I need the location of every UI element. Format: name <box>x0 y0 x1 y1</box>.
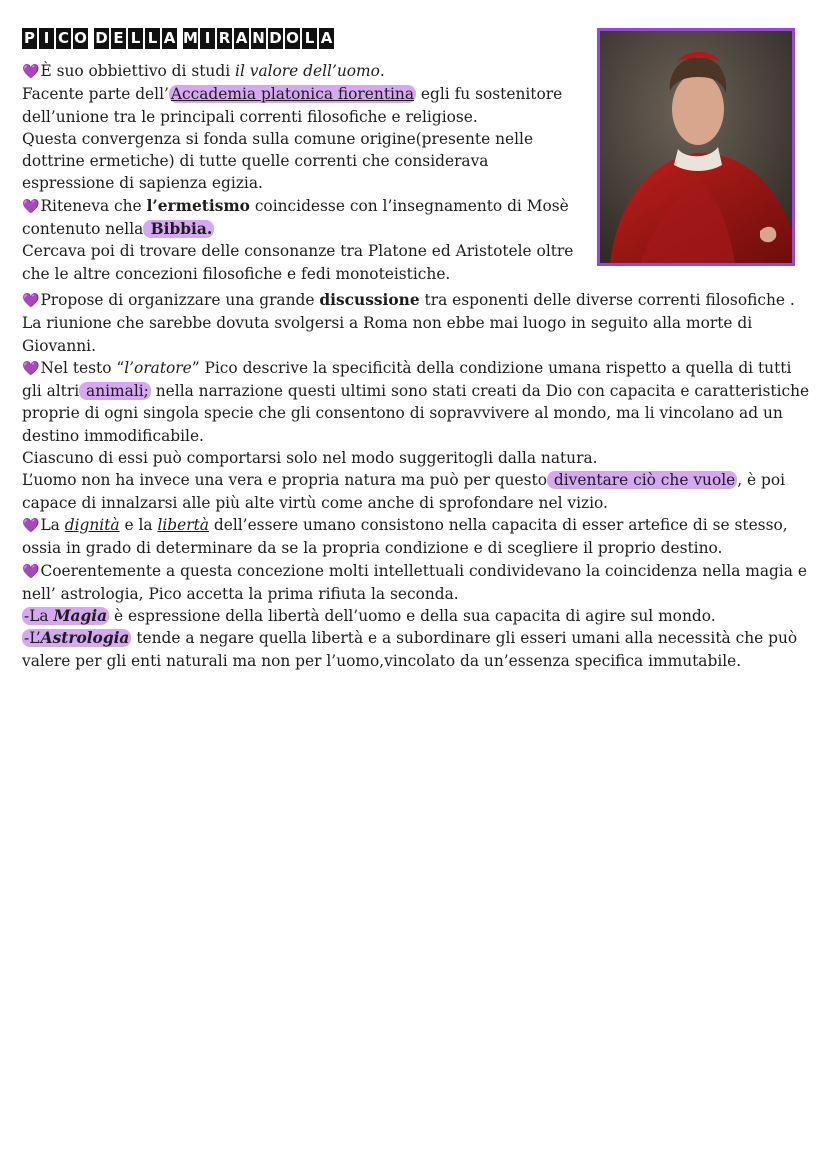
title-word-1 <box>22 28 88 50</box>
title-letter: C <box>57 29 69 47</box>
document-page <box>22 28 812 672</box>
title-word-2 <box>94 28 177 50</box>
title-letter: L <box>128 28 143 49</box>
title-letter: P <box>24 29 35 47</box>
portrait-image <box>597 28 795 266</box>
title-letter: N <box>252 29 265 47</box>
highlight-accademia: Accademia platonica fiorentina <box>170 85 415 104</box>
paragraph-1: 💜È suo obbiettivo di studi il valore dell’uomo. <box>22 62 385 80</box>
title-letter: D <box>95 29 108 47</box>
title-letter: D <box>269 29 282 47</box>
paragraph-5: Cercava poi di trovare delle consonanze tra Platone ed Aristotele oltre che le altre concezioni filosofiche e fedi monoteistiche. <box>22 242 574 283</box>
title-letter: R <box>218 29 231 47</box>
title-letter: E <box>111 28 126 49</box>
paragraph-11: 💜La dignità e la libertà dell’essere umano consistono nella capacita di esser artefice di se stesso, ossia in grado di determinare da se la propria condizione e di scegliere il proprio destino. <box>22 515 788 558</box>
highlight-animali: animali; <box>81 382 149 401</box>
heart-icon: 💜 <box>22 517 40 534</box>
title-letter: L <box>302 28 317 49</box>
paragraph-2: Facente parte dell’ Accademia platonica fiorentina egli fu sostenitore dell’unione tra le principali correnti filosofiche e religiose. <box>22 85 563 126</box>
title-letter: I <box>39 28 54 49</box>
title-letter: O <box>286 29 299 47</box>
highlight-bibbia: Bibbia. <box>145 220 213 239</box>
heart-icon: 💜 <box>22 64 40 80</box>
title-letter: O <box>74 29 87 47</box>
title-word-3 <box>183 28 334 50</box>
title-letter: A <box>320 29 333 47</box>
paragraph-3: Questa convergenza si fonda sulla comune origine(presente nelle dottrine ermetiche) di tutte quelle correnti che considerava espressione di sapienza egizia. <box>22 129 534 193</box>
paragraph-13: -La Magia è espressione della libertà dell’uomo e della sua capacita di agire sul mondo. <box>24 607 716 626</box>
paragraph-14: -L’Astrologia tende a negare quella libertà e a subordinare gli esseri umani alla necessità che può valere per gli enti naturali ma non per l’uomo,vincolato da un’essenza specifica immutabile. <box>22 629 798 670</box>
paragraph-9: Ciascuno di essi può comportarsi solo nel modo suggeritogli dalla natura. <box>22 449 598 468</box>
heart-icon: 💜 <box>22 563 40 580</box>
title-letter: M <box>183 29 198 47</box>
heart-icon: 💜 <box>22 198 40 215</box>
paragraph-6: 💜Propose di organizzare una grande discussione tra esponenti delle diverse correnti filosofiche . <box>22 290 795 309</box>
highlight-diventare: diventare ciò che vuole <box>549 471 736 490</box>
highlight-astrologia: -L’Astrologia <box>24 629 130 648</box>
highlight-magia: -La Magia <box>24 607 108 626</box>
paragraph-4: 💜Riteneva che l’ermetismo coincidesse con l’insegnamento di Mosè contenuto nella Bibbia. <box>22 196 569 239</box>
title-letter: L <box>145 28 160 49</box>
paragraph-7: La riunione che sarebbe dovuta svolgersi a Roma non ebbe mai luogo in seguito alla morte di Giovanni. <box>22 314 753 355</box>
heart-icon: 💜 <box>22 360 40 377</box>
title-letter: I <box>200 28 215 49</box>
paragraph-8: 💜Nel testo “l’oratore” Pico descrive la specificità della condizione umana rispetto a quella di tutti gli altri animali; nella narrazione questi ultimi sono stati creati da Dio con capacita e caratteristiche proprie di ogni singola specie che gli consentono di sopravvivere al mondo, ma li vincolano ad un destino immodificabile. <box>22 358 810 445</box>
title-letter: A <box>235 29 248 47</box>
paragraph-12: 💜Coerentemente a questa concezione molti intellettuali condividevano la coincidenza nella magia e nell’ astrologia, Pico accetta la prima rifiuta la seconda. <box>22 561 807 603</box>
cardinal-portrait-icon <box>600 31 792 263</box>
heart-icon: 💜 <box>22 292 40 309</box>
title-letter: A <box>163 29 176 47</box>
paragraph-10: L’uomo non ha invece una vera e propria natura ma può per questo diventare ciò che vuole , è poi capace di innalzarsi alle più alte virtù come anche di sprofondare nel vizio. <box>22 471 786 512</box>
